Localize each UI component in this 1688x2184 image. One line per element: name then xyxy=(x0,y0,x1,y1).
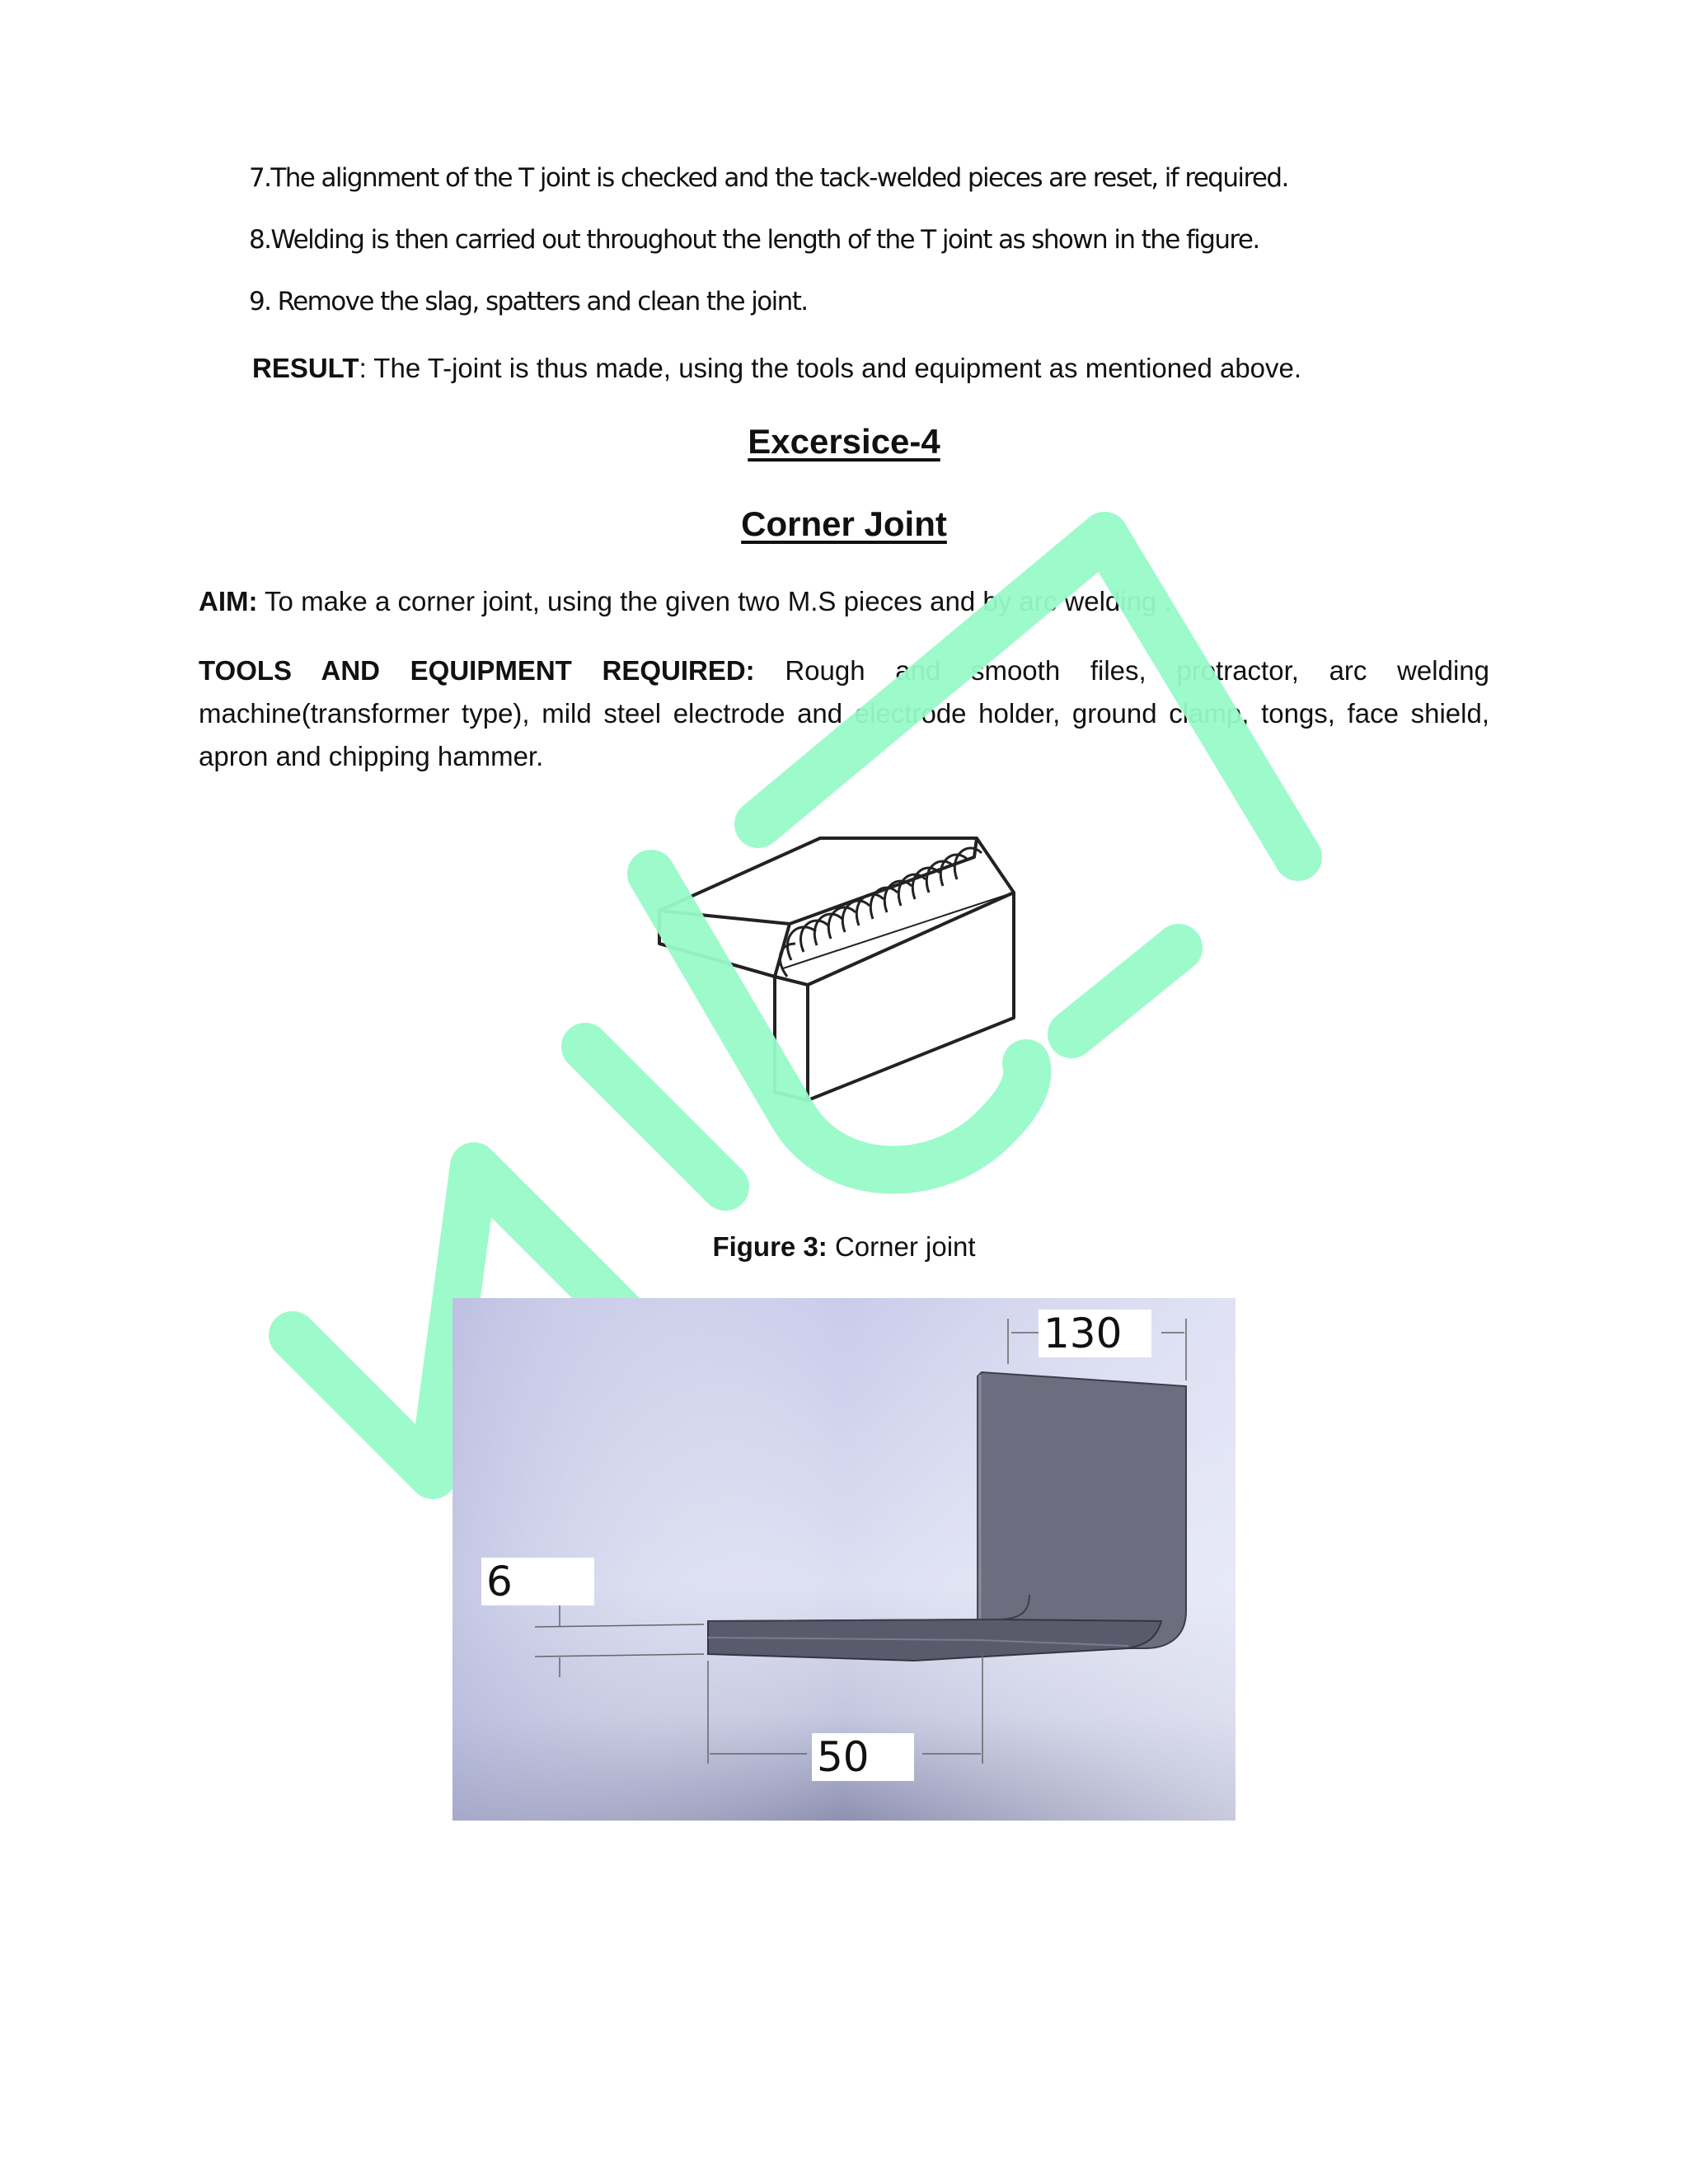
step-8: 8.Welding is then carried out throughout the length of the T joint as shown in the figure. xyxy=(249,225,1259,255)
result-text: : The T-joint is thus made, using the tools and equipment as mentioned above. xyxy=(359,353,1302,383)
aim-label: AIM: xyxy=(199,586,258,616)
figure-caption-text: Corner joint xyxy=(827,1231,976,1262)
exercise-title-text: Excersice-4 xyxy=(748,422,940,461)
tools-text: Rough and smooth files, protractor, arc welding machine(transformer type), mild steel electrode and electrode holder, ground clamp, tongs, face shield, apron and chipping hammer. xyxy=(199,655,1489,771)
dimension-label-width: 50 xyxy=(812,1733,914,1781)
dimension-label-length: 130 xyxy=(1039,1310,1151,1357)
tools-paragraph xyxy=(199,649,1489,778)
aim-text: To make a corner joint, using the given two M.S pieces and by arc welding . xyxy=(257,586,1172,616)
exercise-title xyxy=(0,422,1688,462)
result-paragraph xyxy=(252,353,1301,384)
figure-caption xyxy=(0,1231,1688,1263)
step-7: 7.The alignment of the T joint is checked and the tack-welded pieces are reset, if required. xyxy=(249,163,1288,193)
figure-caption-label: Figure 3: xyxy=(712,1231,828,1262)
step-9: 9. Remove the slag, spatters and clean the joint. xyxy=(249,287,808,316)
result-label: RESULT xyxy=(252,353,359,383)
tools-label: TOOLS AND EQUIPMENT REQUIRED: xyxy=(199,655,755,686)
corner-joint-drawing xyxy=(651,820,1022,1108)
aim-paragraph xyxy=(199,580,1489,623)
dimension-label-thickness: 6 xyxy=(481,1558,594,1605)
joint-title xyxy=(0,504,1688,544)
joint-title-text: Corner Joint xyxy=(741,504,947,543)
corner-joint-dimension-drawing xyxy=(452,1298,1236,1821)
